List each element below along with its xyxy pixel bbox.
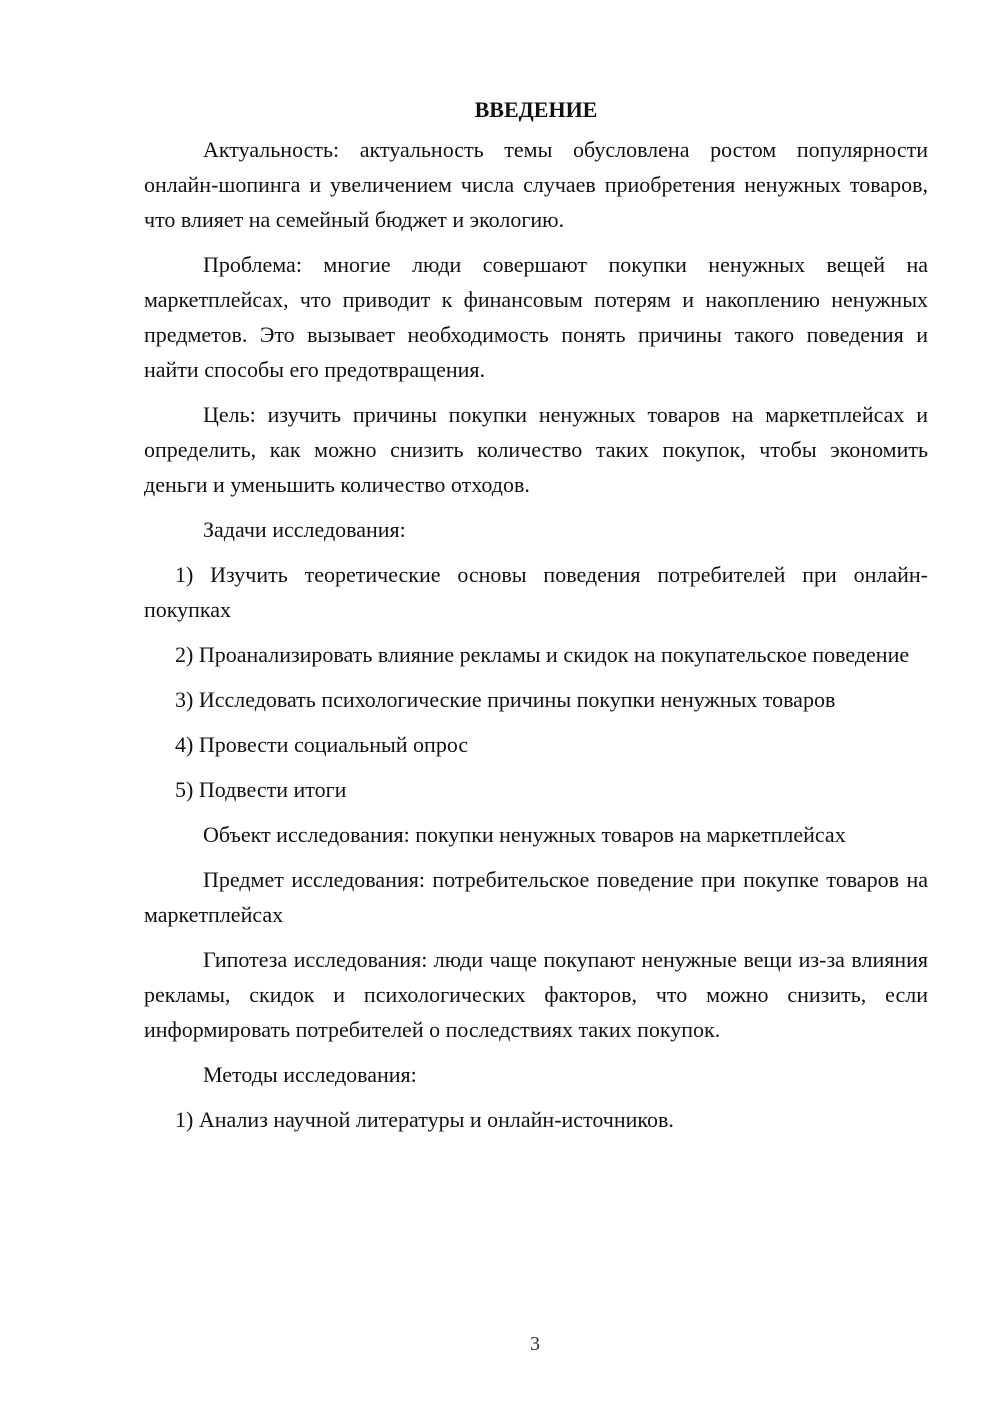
goal-paragraph: Цель: изучить причины покупки ненужных товаров на маркетплейсах и определить, как можно снизить количество таких покупок, чтобы экономить деньги и уменьшить количество отходов. (144, 402, 928, 497)
page-number: 3 (530, 1333, 540, 1355)
problem-paragraph: Проблема: многие люди совершают покупки ненужных вещей на маркетплейсах, что приводит к финансовым потерям и накоплению ненужных предметов. Это вызывает необходимость понять причины такого поведения и найти способы его предотвращения. (144, 252, 928, 382)
document-page (144, 92, 928, 1147)
object-paragraph: Объект исследования: покупки ненужных товаров на маркетплейсах (203, 822, 846, 847)
hypothesis-paragraph: Гипотеза исследования: люди чаще покупают ненужные вещи из-за влияния рекламы, скидок и психологических факторов, что можно снизить, если информировать потребителей о последствиях таких покупок. (144, 947, 928, 1042)
task-item-5: 5) Подвести итоги (175, 777, 347, 802)
task-item-4: 4) Провести социальный опрос (175, 732, 469, 757)
task-item-2: 2) Проанализировать влияние рекламы и скидок на покупательское поведение (175, 642, 910, 667)
tasks-title: Задачи исследования: (203, 517, 406, 542)
subject-paragraph: Предмет исследования: потребительское поведение при покупке товаров на маркетплейсах (144, 867, 928, 927)
task-item-1: 1) Изучить теоретические основы поведения потребителей при онлайн-покупках (144, 562, 928, 622)
methods-title: Методы исследования: (203, 1062, 417, 1087)
task-item-3: 3) Исследовать психологические причины покупки ненужных товаров (175, 687, 836, 712)
document-heading: ВВЕДЕНИЕ (474, 97, 598, 122)
method-item-1: 1) Анализ научной литературы и онлайн-источников. (175, 1107, 674, 1132)
relevance-paragraph: Актуальность: актуальность темы обусловлена ростом популярности онлайн-шопинга и увеличением числа случаев приобретения ненужных товаров, что влияет на семейный бюджет и экологию. (144, 137, 928, 232)
